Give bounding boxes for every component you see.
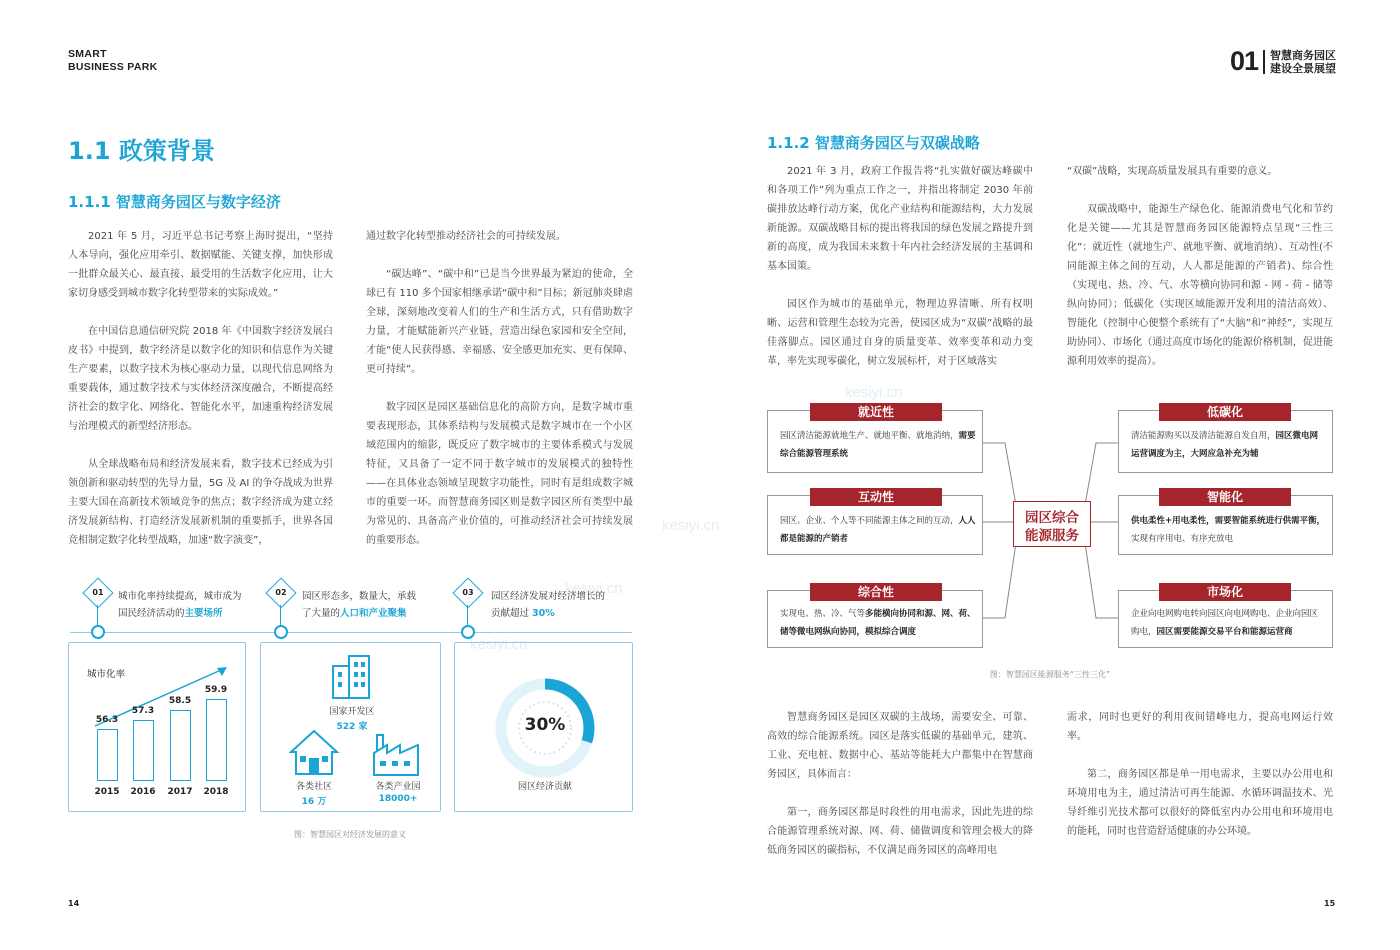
point-03-number: 03	[462, 588, 474, 597]
bar-2017	[170, 710, 191, 781]
point-03-highlight: 30%	[532, 608, 555, 619]
subsection-title-digital-economy: 1.1.1 智慧商务园区与数字经济	[68, 193, 281, 211]
card-tag: 互动性	[810, 488, 942, 506]
dev-zone-label: 国家开发区	[329, 707, 375, 717]
factory-icon	[371, 731, 421, 779]
bar-year-label: 2018	[203, 787, 229, 797]
card-text-bold: 供电柔性+用电柔性，需要智能系统进行供需平衡，	[1131, 516, 1326, 526]
bar-area	[69, 643, 247, 813]
integrated-energy-service-center	[1013, 501, 1091, 547]
point-01-connector	[97, 605, 98, 626]
card-tag: 就近性	[810, 403, 942, 421]
paragraph: 需求，同时也更好的利用夜间错峰电力，提高电网运行效率。	[1067, 712, 1333, 742]
right-column-2	[1067, 162, 1333, 371]
point-02-text-line-1: 园区形态多，数量大，承载	[302, 591, 417, 602]
card-text-bold: 园区需要能源交易平台和能源运营商	[1156, 627, 1293, 637]
card-tag: 市场化	[1159, 583, 1291, 601]
paragraph: 从全球战略布局和经济发展来看，数字技术已经成为引领创新和驱动转型的先导力量，5G 及 AI 的争夺战成为世界主要大国在高新技术领域竞争的焦点；数字经济成为建立经济发展新结构、打造经济发展新机制的重要抓手，世界各国竞相制定数字化转型战略，加速“数字演变”，	[68, 459, 333, 546]
bar-year-label: 2016	[130, 787, 156, 797]
card-text-bold: 园区微电网运营调度为主，大网应急补充为辅	[1131, 431, 1319, 459]
point-02-text-plain: 了大量的	[302, 608, 341, 619]
timeline-line	[70, 632, 632, 633]
card-tag: 低碳化	[1159, 403, 1291, 421]
card-comprehensiveness	[767, 585, 983, 648]
paragraph: 通过数字化转型推动经济社会的可持续发展。	[366, 231, 566, 242]
building-icon	[331, 652, 373, 700]
bar-value-label: 59.9	[204, 685, 228, 695]
card-text	[1131, 427, 1326, 463]
paragraph: “双碳”战略，实现高质量发展具有重要的意义。	[1067, 166, 1278, 177]
card-tag: 综合性	[810, 583, 942, 601]
paragraph: “碳达峰”、“碳中和”已是当今世界最为紧迫的使命，全球已有 110 多个国家相继承诺“碳中和”目标；新冠肺炎肆虐全球，深刻地改变着人们的生产和生活方式，只有借助数字力量，才能赋能新兴产业链，营造出绿色家园和安全空间，才能“使人民获得感、幸福感、安全感更加充实、更有保障、更可持续”。	[366, 269, 633, 375]
point-01-number: 01	[92, 588, 104, 597]
card-text	[780, 512, 976, 548]
section-title: 1.1 政策背景	[68, 137, 215, 165]
paragraph: 第一，商务园区都是时段性的用电需求，因此先进的综合能源管理系统对源、网、荷、储做调度和管理会极大的降低商务园区的碳指标，不仅满足商务园区的高峰用电	[767, 807, 1033, 856]
paragraph: 在中国信息通信研究院 2018 年《中国数字经济发展白皮书》中提到，数字经济是以数字化的知识和信息作为关键生产要素，以数字技术为核心驱动力量，以现代信息网络为重要载体，通过数字技术与实体经济深度融合，不断提高经济社会的数字化、网络化、智能化水平，加速重构经济发展与治理模式的新型经济形态。	[68, 326, 333, 432]
center-line-2: 能源服务	[1025, 528, 1079, 544]
figure-caption-right: 图：智慧园区能源服务“三性三化”	[989, 670, 1111, 679]
economy-contribution-panel	[454, 642, 633, 812]
bar-year-label: 2015	[94, 787, 120, 797]
point-03-text-line-1: 园区经济发展对经济增长的	[491, 591, 606, 602]
card-marketization	[1118, 585, 1333, 648]
card-text	[780, 427, 976, 463]
card-text	[1131, 512, 1326, 548]
paragraph: 第二，商务园区都是单一用电需求，主要以办公用电和环境用电为主，通过清洁可再生能源、水循环调温技术、光导纤维引光技术都可以很好的降低室内办公用电和环境用电的能耗，同时也营造舒适健康的办公环境。	[1067, 769, 1333, 837]
chapter-title-line-1: 智慧商务园区	[1270, 49, 1336, 62]
point-02-connector	[280, 605, 281, 626]
card-text-plain: 实现电、热、冷、气等	[780, 609, 866, 619]
industry-park-label: 各类产业园	[375, 782, 421, 792]
industry-park-count: 18000+	[378, 794, 418, 804]
community-count: 16 万	[301, 797, 327, 807]
point-03-dot-icon	[461, 625, 475, 639]
point-01-text	[118, 588, 268, 622]
watermark: kesiyi.cn	[662, 517, 720, 534]
paragraph: 智慧商务园区是园区双碳的主战场，需要安全、可靠、高效的综合能源系统。园区是落实低碳的基础单元，建筑、工业、充电桩、数据中心、基站等能耗大户都集中在智慧商务园区，具体而言：	[767, 712, 1033, 780]
left-column-1	[68, 227, 333, 550]
bar-2018	[206, 699, 227, 781]
point-03-text-plain: 贡献超过	[491, 608, 533, 619]
card-text-plain: 实现有序用电、有序充放电	[1131, 534, 1234, 544]
chapter-number: 01	[1230, 46, 1259, 76]
contribution-label: 园区经济贡献	[517, 782, 572, 792]
contribution-percent: 30%	[524, 715, 566, 735]
card-text-plain: 园区、企业、个人等不同能源主体之间的互动，	[780, 516, 959, 526]
point-03-text-line-2	[491, 605, 631, 622]
right-column-1	[767, 162, 1033, 371]
right-bottom-column-1	[767, 708, 1033, 860]
paragraph: 数字园区是园区基础信息化的高阶方向，是数字城市重要表现形态，其体系结构与发展模式是数字城市在一个小区域范围内的缩影，既反应了数字城市的主要体系模式与发展特征，又具备了一定不同于数字城市的发展模式的独特性——在具体业态领域呈现数字功能性，同时有是组成数字城市的重要一环。而智慧商务园区则是数字园区所有类型中最为常见的、具备高产业价值的，可推动经济社会可持续发展的重要形态。	[366, 402, 633, 546]
point-02-dot-icon	[274, 625, 288, 639]
card-proximity	[767, 405, 983, 473]
subsection-title-dual-carbon: 1.1.2 智慧商务园区与双碳战略	[767, 134, 980, 152]
point-02-highlight: 人口和产业聚集	[340, 608, 407, 619]
bar-value-label: 56.3	[95, 715, 119, 725]
dev-zone-count: 522 家	[336, 722, 368, 732]
brand-line-2: BUSINESS PARK	[68, 61, 158, 73]
card-text-plain: 企业向电网购电转向园区向电网购电、企业向园区购电，	[1131, 609, 1319, 637]
watermark: kesiyi.cn	[470, 636, 528, 653]
card-text	[1131, 605, 1326, 641]
chart-title: 城市化率	[87, 669, 126, 680]
page-number-right: 15	[1324, 899, 1336, 908]
point-01-dot-icon	[91, 625, 105, 639]
left-column-2	[366, 227, 633, 550]
card-intelligence	[1118, 490, 1333, 555]
point-02-text-line-2	[302, 605, 442, 622]
watermark: kesiyi.cn	[565, 580, 623, 597]
point-02-number: 02	[275, 588, 287, 597]
card-tag: 智能化	[1159, 488, 1291, 506]
center-line-1: 园区综合	[1025, 510, 1079, 526]
paragraph: 2021 年 3 月，政府工作报告将“扎实做好碳达峰碳中和各项工作”列为重点工作之一，并指出将制定 2030 年前碳排放达峰行动方案，优化产业结构和能源结构，大力发展新能源。双碳战略目标的提出将我国的绿色发展之路提升到新的高度，成为我国未来数十年内社会经济发展的主基调和基本国策。	[767, 166, 1033, 272]
brand-logo	[68, 48, 157, 74]
right-bottom-column-2	[1067, 708, 1333, 841]
chapter-divider	[1263, 50, 1265, 74]
park-stats-panel	[260, 642, 441, 812]
card-text-plain: 清洁能源购买以及清洁能源自发自用，	[1131, 431, 1276, 441]
card-low-carbon	[1118, 405, 1333, 473]
page-number-left: 14	[68, 899, 80, 908]
paragraph: 2021 年 5 月，习近平总书记考察上海时提出，“坚持人本导向，强化应用牵引、数据赋能、关键支撑，加快形成一批群众最关心、最直接、最受用的生活数字化应用，让大家切身感受到城市数字化转型带来的实际成效。”	[68, 231, 333, 299]
card-text-plain: 园区清洁能源就地生产、就地平衡、就地消纳，	[780, 431, 959, 441]
paragraph: 园区作为城市的基础单元，物理边界清晰、所有权明晰、运营和管理生态较为完善，使园区成为“双碳”战略的最佳落脚点。园区通过自身的质量变革、效率变革和动力变革，率先实现零碳化，树立发展标杆，对于区域落实	[767, 299, 1033, 367]
bar-year-label: 2017	[167, 787, 193, 797]
brand-line-1: SMART	[68, 48, 107, 60]
point-01-text-line-2	[118, 605, 268, 622]
bar-value-label: 57.3	[131, 706, 155, 716]
card-text-bold: 多能横向协同和源、网、荷、储等微电网纵向协同，模拟综合调度	[780, 609, 976, 637]
paragraph: 双碳战略中，能源生产绿色化、能源消费电气化和节约化是关键——尤其是智慧商务园区能源特点呈现“三性三化”：就近性（就地生产、就地平衡、就地消纳）、互动性(不同能源主体之间的互动，人人都是能源的产销者)、综合性（实现电、热、冷、气、水等横向协同和源 - 网 - 荷 - 储等纵向协同）；低碳化（实现区域能源开发利用的清洁高效）、智能化（控制中心便整个系统有了“大脑”和“神经”，实现互助协同）、市场化（通过高度市场化的能源价格机制，促进能源利用效率的提高）。	[1067, 204, 1333, 367]
urbanization-chart-panel	[68, 642, 246, 812]
bar-2016	[133, 720, 154, 781]
point-01-text-line-1: 城市化率持续提高，城市成为	[118, 591, 242, 602]
card-text-bold: 人人都是能源的产销者	[780, 516, 976, 544]
bar-2015	[97, 729, 118, 781]
watermark: kesiyi.cn	[845, 384, 903, 401]
card-text	[780, 605, 976, 641]
card-interactivity	[767, 490, 983, 555]
point-03-text	[491, 588, 631, 622]
point-03-connector	[467, 605, 468, 626]
point-01-text-plain: 国民经济活动的	[118, 608, 185, 619]
bar-value-label: 58.5	[168, 696, 192, 706]
house-icon	[288, 728, 340, 778]
figure-caption-left: 图：智慧园区对经济发展的意义	[294, 830, 406, 839]
point-01-highlight: 主要场所	[184, 608, 223, 619]
card-text-bold: 需要综合能源管理系统	[780, 431, 976, 459]
chapter-title-line-2: 建设全景展望	[1270, 62, 1336, 75]
point-02-text	[302, 588, 442, 622]
community-label: 各类社区	[295, 782, 332, 792]
chapter-title	[1270, 49, 1336, 75]
